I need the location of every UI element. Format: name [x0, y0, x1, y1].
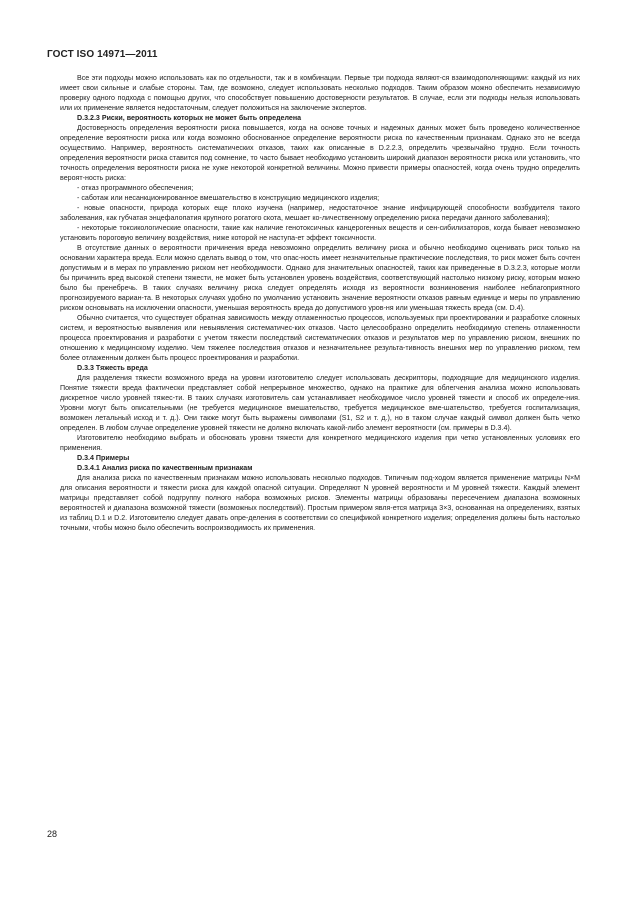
section-heading: D.3.4 Примеры — [77, 454, 130, 462]
section-heading: D.3.2.3 Риски, вероятность которых не может быть определена — [77, 114, 302, 122]
paragraph: Для разделения тяжести возможного вреда на уровни изготовителю следует использовать дескрипторы, подходящие для медицинского изделия. Понятие тяжести вреда фактически представляет собой непрерывное множество, однако на практике для облегчения анализа можно использовать дискретное число уровней тяжес-ти. В таких случаях изготовитель сам устанавливает необходимое число уровней тяжести и способ их определе-ния. Уровни могут быть описательными (не требуется медицинское вмешательство, требуется медицинское вме-шательство, требуется госпитализация, возможен летальный исход и т. д.). Они также могут быть выражены символами (S1, S2 и т. д.), но в таком случае каждый символ должен быть четко определен. В любом случае определение уровней тяжести не должно включать какой-либо элемент вероятности (см. примеры в D.3.4). — [60, 374, 580, 432]
list-item: - некоторые токсикологические опасности, такие как наличие генотоксичных канцерогенных веществ и сен-сибилизаторов, когда бывает невозможно установить пороговую величину воздействия, ниже которой не наступа-ет эффект токсичности. — [60, 224, 580, 242]
section-heading: D.3.3 Тяжесть вреда — [77, 364, 148, 372]
paragraph: В отсутствие данных о вероятности причинения вреда невозможно определить величину риска и обычно необходимо оценивать риск только на основании характера вреда. Если можно сделать вывод о том, что опас-ность имеет незначительные практические последствия, то риск может быть сочтен допустимым и в мерах по управлению риском нет необходимости. Однако для значительных опасностей, таких как приведенные в D.3.2.3, которые могли бы причинить вред высокой степени тяжести, не может быть установлен уровень воздействия, соответствующий настолько низкому риску, которым можно было бы пренебречь. В таких случаях величину риска следует определять исходя из вероятности возникновения наиболее неблагоприятного прогнозируемого вариан-та. В некоторых случаях удобно по умолчанию установить значение вероятности отказов равным единице и меры по управлению риском основывать на исключении опасности, уменьшая вероятность вреда до допустимого уров-ня или уменьшая тяжесть вреда (см. D.4). — [60, 244, 580, 312]
paragraph: Для анализа риска по качественным признакам можно использовать несколько подходов. Типичным под-ходом является применение матрицы N×M для описания вероятности и тяжести риска для каждой опасной ситуации. Определяют N уровней вероятности и M уровней тяжести. Каждый элемент матрицы представляет собой подгруппу полного набора возможных рисков. Элементы матрицы образованы пересечением диапазона возможных вероятностей и диапазона возможной тяжести (возможных последствий). Простым примером явля-ется матрица 3×3, основанная на определениях, взятых из таблиц D.1 и D.2. Изготовителю следует давать опре-деления в соответствии со спецификой конкретного изделия; определения должны быть настолько точными, чтобы можно было обеспечить воспроизводимость их применения. — [60, 474, 580, 532]
list-item: - отказ программного обеспечения; — [77, 184, 194, 192]
section-heading: D.3.4.1 Анализ риска по качественным признакам — [77, 464, 253, 472]
list-item: - новые опасности, природа которых еще плохо изучена (например, недостаточное знание инфицирующей способности возбудителя такого заболевания, как губчатая энцефалопатия крупного рогатого скота, мешает ко-личественному определению риска передачи данного заболевания); — [60, 204, 580, 222]
list-item: - саботаж или несанкционированное вмешательство в конструкцию медицинского изделия; — [77, 194, 380, 202]
document-header: ГОСТ ISO 14971—2011 — [47, 49, 158, 60]
paragraph: Изготовителю необходимо выбрать и обосновать уровни тяжести для конкретного медицинского изделия при четко установленных условиях его применения. — [60, 434, 580, 452]
document-body — [60, 73, 580, 533]
paragraph: Достоверность определения вероятности риска повышается, когда на основе точных и надежных данных может быть проведено количественное определение вероятности риска или когда возможно обоснованное определение вероятности риска по качественным признакам. Однако это не всегда осуществимо. Например, вероятность систематических отказов, таких как описанные в D.2.2.3, определить чрезвычайно трудно. Если точность определения вероятности риска ставится под сомнение, то часто бывает необходимо установить широкий диапазон вероятности риска или установить, что точность определения вероятности риска не хуже некоторой конкретной величины. Можно привести примеры опасностей, когда очень трудно определить вероят-ность риска: — [60, 124, 580, 182]
paragraph: Все эти подходы можно использовать как по отдельности, так и в комбинации. Первые три подхода являют-ся взаимодополняющими: каждый из них имеет свои сильные и слабые стороны. Там, где возможно, следует использовать несколько подходов. Таким образом можно обеспечить независимую проверку одного подхода с помощью других, что способствует повышению достоверности результатов. В случае, если эти подходы нельзя использовать или их применение является недостаточным, следует положиться на заключение экспертов. — [60, 74, 580, 112]
page-number: 28 — [47, 829, 58, 839]
paragraph: Обычно считается, что существует обратная зависимость между отлаженностью процессов, используемых при проектировании и разработке сложных систем, и вероятностью выявления или невыявления систематичес-ких отказов. Часто целесообразно определить необходимую степень отлаженности процесса проектирования и разработки с учетом тяжести последствий систематических отказов и результатов мер по управлению риском, внешних по отношению к медицинскому изделию. Чем тяжелее последствия отказов и незначительнее результа-тивность внешних мер по управлению риском, тем более отлаженным должен быть процесс проектирования и разработки. — [60, 314, 580, 362]
